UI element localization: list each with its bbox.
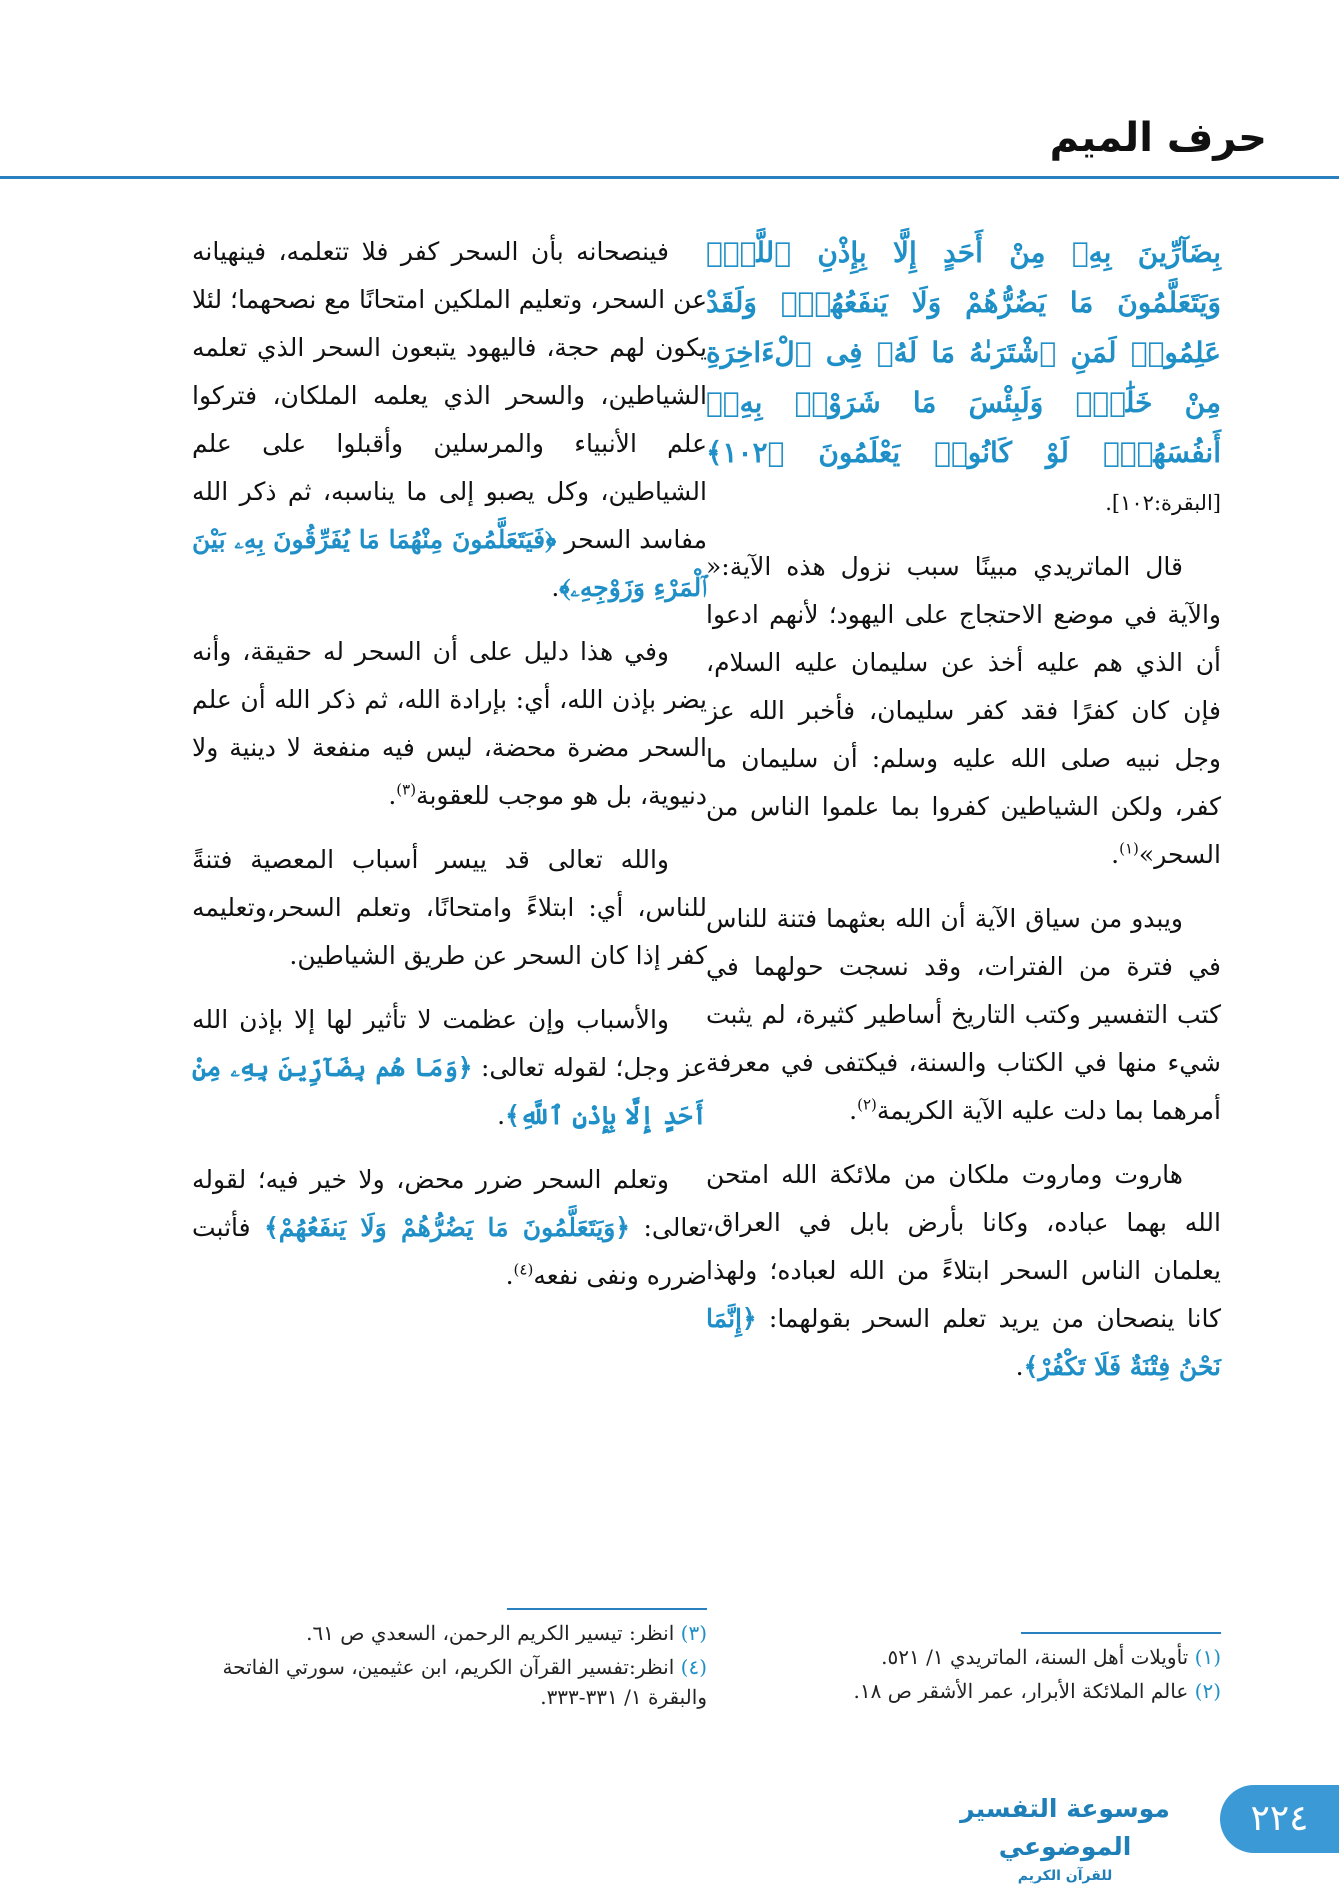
paragraph-text: والله تعالى قد ييسر أسباب المعصية فتنةً للناس، أي: ابتلاءً وامتحانًا، وتعلم السحر،وتعليمه كفر إذا كان السحر عن طريق الشياطين. xyxy=(192,845,707,970)
footnote-text: انظر: تيسير الكريم الرحمن، السعدي ص ٦١. xyxy=(306,1621,675,1645)
page-number: ٢٢٤ xyxy=(1220,1785,1339,1853)
footnotes-left xyxy=(192,1618,707,1716)
footnote-number: (١) xyxy=(1194,1645,1221,1669)
paragraph-text: فأثبت ضرره ونفى نفعه xyxy=(192,1213,707,1290)
paragraph: ويبدو من سياق الآية أن الله بعثهما فتنة للناس في فترة من الفترات، وقد نسجت حولهما في كتب التفسير وكتب التاريخ أساطير كثيرة، لم يثبت شيء منها في الكتاب والسنة، فيكتفى في معرفة أمرهما بما دلت عليه الآية الكريمة$^{(٢)}$. xyxy=(706,904,1221,1125)
text-column-right xyxy=(706,228,1221,1407)
paragraph: قال الماتريدي مبينًا سبب نزول هذه الآية:« والآية في موضع الاحتجاج على اليهود؛ لأنهم ادعوا أن الذي هم عليه أخذ عن سليمان عليه السلام، فإن كان كفرًا فقد كفر سليمان، فأخبر الله عز وجل نبيه صلى الله عليه وسلم: أن سليمان ما كفر، ولكن الشياطين كفروا بما علموا الناس من السحر»$^{(١)}$. xyxy=(706,552,1221,869)
logo-subtitle: للقرآن الكريم xyxy=(1017,1868,1113,1884)
footnote-text: عالم الملائكة الأبرار، عمر الأشقر ص ١٨. xyxy=(853,1679,1189,1703)
paragraph-text: هاروت وماروت ملكان من ملائكة الله امتحن الله بهما عباده، وكانا بأرض بابل في العراق، يعلمان الناس السحر ابتلاءً من الله لعباده؛ ولهذا كانا ينصحان من يريد تعلم السحر بقولهما: xyxy=(706,1160,1221,1333)
footnote xyxy=(192,1652,707,1712)
footnote-marker[interactable]: (٣) xyxy=(396,780,417,799)
paragraph-text: قال الماتريدي مبينًا سبب نزول هذه الآية:« والآية في موضع الاحتجاج على اليهود؛ لأنهم ادعوا أن الذي هم عليه أخذ عن سليمان عليه السلام، فإن كان كفرًا فقد كفر سليمان، فأخبر الله عز وجل نبيه صلى الله عليه وسلم: أن سليمان ما كفر، ولكن الشياطين كفروا بما علموا الناس من السحر» xyxy=(706,552,1221,869)
paragraph xyxy=(192,836,707,980)
paragraph-text: والأسباب وإن عظمت لا تأثير لها إلا بإذن الله عز وجل؛ لقوله تعالى: xyxy=(192,1005,707,1082)
paragraph: فينصحانه بأن السحر كفر فلا تتعلمه، فينهيانه عن السحر، وتعليم الملكين امتحانًا مع نصحهما؛ لئلا يكون لهم حجة، فاليهود يتبعون السحر الذي تعلمه الشياطين، والسحر الذي يعلمه الملكان، فتركوا علم الأنبياء والمرسلين وأقبلوا على علم الشياطين، وكل يصبو إلى ما يناسبه، ثم ذكر الله مفاسد السحر ﴿فَيَتَعَلَّمُونَ مِنْهُمَا مَا يُفَرِّقُونَ بِهِۦ بَيْنَ ٱلْمَرْءِ وَزَوْجِهِۦ﴾. xyxy=(192,237,707,602)
paragraph-text: فينصحانه بأن السحر كفر فلا تتعلمه، فينهيانه عن السحر، وتعليم الملكين امتحانًا مع نصحهما؛ لئلا يكون لهم حجة، فاليهود يتبعون السحر الذي تعلمه الشياطين، والسحر الذي يعلمه الملكان، فتركوا علم الأنبياء والمرسلين وأقبلوا على علم الشياطين، وكل يصبو إلى ما يناسبه، ثم ذكر الله مفاسد السحر xyxy=(192,237,707,554)
paragraph-text: وتعلم السحر ضرر محض، ولا خير فيه؛ لقوله تعالى: xyxy=(192,1165,708,1242)
encyclopedia-logo xyxy=(930,1790,1200,1884)
footnote xyxy=(706,1676,1221,1706)
footnote xyxy=(192,1618,707,1648)
paragraph: والأسباب وإن عظمت لا تأثير لها إلا بإذن الله عز وجل؛ لقوله تعالى: ﴿وَمَا هُم بِضَآرِّينَ بِهِۦ مِنْ أَحَدٍ إِلَّا بِإِذْنِ ٱللَّهِ﴾. xyxy=(192,1005,707,1130)
header-divider xyxy=(0,176,1339,179)
paragraph-text: وفي هذا دليل على أن السحر له حقيقة، وأنه يضر بإذن الله، أي: بإرادة الله، ثم ذكر الله أن علم السحر مضرة محضة، ليس فيه منفعة لا دينية ولا دنيوية، بل هو موجب للعقوبة xyxy=(192,637,707,810)
footnotes-right xyxy=(706,1642,1221,1710)
quran-quote: ﴿وَيَتَعَلَّمُونَ مَا يَضُرُّهُمْ وَلَا يَنفَعُهُمْ﴾ xyxy=(264,1213,630,1242)
footnote-number: (٤) xyxy=(680,1655,707,1679)
footnote-marker[interactable]: (٢) xyxy=(857,1095,877,1114)
quran-verse: بِضَآرِّينَ بِهِۦ مِنْ أَحَدٍ إِلَّا بِإِذْنِ ٱللَّهِۚ وَيَتَعَلَّمُونَ مَا يَضُرُّهُمْ وَلَا يَنفَعُهُمْۚ وَلَقَدْ عَلِمُوا۟ لَمَنِ ٱشْتَرَىٰهُ مَا لَهُۥ فِى ٱلْءَاخِرَةِ مِنْ خَلَٰقٍۚ وَلَبِئْسَ مَا شَرَوْا۟ بِهِۦٓ أَنفُسَهُمْۚ لَوْ كَانُوا۟ يَعْلَمُونَ ﴿١٠٢﴾ xyxy=(706,236,1221,469)
chapter-title: حرف الميم xyxy=(1049,115,1267,161)
text-column-left xyxy=(192,228,707,1316)
paragraph: وتعلم السحر ضرر محض، ولا خير فيه؛ لقوله تعالى: ﴿وَيَتَعَلَّمُونَ مَا يَضُرُّهُمْ وَلَا يَنفَعُهُمْ﴾ فأثبت ضرره ونفى نفعه$^{(٤)}$. xyxy=(192,1165,708,1290)
quran-quote: ﴿وَمَا هُم بِضَآرِّينَ بِهِۦ مِنْ أَحَدٍ إِلَّا بِإِذْنِ ٱللَّهِ﴾ xyxy=(192,1053,707,1130)
footnote-text: تأويلات أهل السنة، الماتريدي ١/ ٥٢١. xyxy=(881,1645,1189,1669)
footnote-divider xyxy=(507,1608,707,1610)
logo-title: موسوعة التفسير الموضوعي xyxy=(960,1794,1170,1861)
paragraph: هاروت وماروت ملكان من ملائكة الله امتحن الله بهما عباده، وكانا بأرض بابل في العراق، يعلمان الناس السحر ابتلاءً من الله لعباده؛ ولهذا كانا ينصحان من يريد تعلم السحر بقولهما: ﴿إِنَّمَا نَحْنُ فِتْنَةٌ فَلَا تَكْفُرْ﴾. xyxy=(706,1160,1221,1381)
footnote-number: (٢) xyxy=(1194,1679,1221,1703)
quran-quote: ﴿فَيَتَعَلَّمُونَ مِنْهُمَا مَا يُفَرِّقُونَ بِهِۦ بَيْنَ ٱلْمَرْءِ وَزَوْجِهِۦ﴾ xyxy=(192,525,707,602)
footnote-marker[interactable]: (٤) xyxy=(513,1260,534,1279)
footnote-text: انظر:تفسير القرآن الكريم، ابن عثيمين، سورتي الفاتحة والبقرة ١/ ٣٣١-٣٣٣. xyxy=(222,1655,707,1709)
footnote-marker[interactable]: (١) xyxy=(1119,839,1139,858)
paragraph-text: ويبدو من سياق الآية أن الله بعثهما فتنة للناس في فترة من الفترات، وقد نسجت حولهما في كتب التفسير وكتب التاريخ أساطير كثيرة، لم يثبت شيء منها في الكتاب والسنة، فيكتفى في معرفة أمرهما بما دلت عليه الآية الكريمة xyxy=(706,904,1221,1125)
verse-block xyxy=(706,228,1221,527)
verse-reference: [البقرة:١٠٢]. xyxy=(1105,491,1221,515)
paragraph: وفي هذا دليل على أن السحر له حقيقة، وأنه يضر بإذن الله، أي: بإرادة الله، ثم ذكر الله أن علم السحر مضرة محضة، ليس فيه منفعة لا دينية ولا دنيوية، بل هو موجب للعقوبة$^{(٣)}$. xyxy=(192,637,707,810)
footnote xyxy=(706,1642,1221,1672)
quran-quote: ﴿إِنَّمَا نَحْنُ فِتْنَةٌ فَلَا تَكْفُرْ﴾ xyxy=(706,1304,1221,1381)
footnote-divider xyxy=(1021,1632,1221,1634)
footnote-number: (٣) xyxy=(680,1621,707,1645)
